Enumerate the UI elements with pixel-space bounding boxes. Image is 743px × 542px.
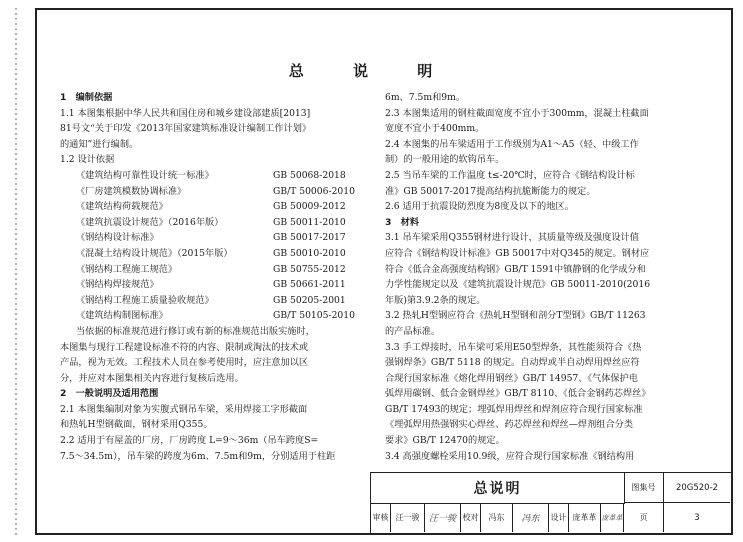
standard-code: GB 50010-2010 bbox=[273, 247, 346, 259]
sheet-name: 总说明 bbox=[371, 473, 625, 504]
designer-signature: 庞革革 bbox=[601, 503, 624, 532]
standard-row bbox=[60, 308, 368, 324]
standard-code: GB/T 50006-2010 bbox=[273, 185, 355, 197]
para-1-1-line: 1.1 本图集根据中华人民共和国住房和城乡建设部建质[2013] bbox=[60, 107, 311, 119]
para-2-3-line: 宽度不宜小于400mm。 bbox=[385, 123, 485, 135]
para-2-6: 2.6 适用于抗震设防烈度为8度及以下的地区。 bbox=[385, 201, 574, 213]
standard-code: GB 50755-2012 bbox=[273, 263, 346, 275]
para-3-1-line: 符合《低合金高强度结构钢》GB/T 1591中镇静钢的化学成分和 bbox=[385, 263, 646, 275]
para-1-1-line: 的通知”进行编制。 bbox=[60, 138, 139, 150]
para-1-1-line: 81号文“关于印发《2013年国家建筑标准设计编制工作计划》 bbox=[60, 123, 312, 135]
subheading-1-2: 1.2 设计依据 bbox=[60, 154, 115, 166]
standard-name: 《厂房建筑模数协调标准》 bbox=[76, 185, 187, 197]
para-3-1-line: 力学性能规定以及《建筑抗震设计规范》GB 50011-2010(2016 bbox=[385, 279, 651, 291]
checker-signature: 冯东 bbox=[513, 503, 549, 532]
standard-code: GB 50017-2017 bbox=[273, 232, 346, 244]
para-3-1-line: 应符合《钢结构设计标准》GB 50017中对Q345的规定。钢材应 bbox=[385, 247, 650, 259]
para-3-3-line: 《埋弧焊用热强钢实心焊丝、药芯焊丝和焊丝—焊剂组合分类 bbox=[385, 419, 634, 431]
para-3-3-line: 3.3 手工焊接时，吊车梁可采用E50型焊条，其性能须符合《热 bbox=[385, 341, 642, 353]
para-3-3-line: 要求》GB/T 12470的规定。 bbox=[385, 435, 505, 447]
binding-margin-marks bbox=[2, 8, 30, 535]
note-line: 产品，视为无效。工程技术人员在参考使用时，应注意加以区 bbox=[60, 357, 309, 369]
standard-code: GB/T 50105-2010 bbox=[273, 310, 355, 322]
standards-list bbox=[60, 168, 368, 324]
atlas-number: 20G520-2 bbox=[664, 473, 730, 503]
note-line: 分，并应对本图集相关内容进行复核后选用。 bbox=[60, 372, 244, 384]
reviewer-signature: 汪一骏 bbox=[425, 503, 461, 532]
para-2-2-line: 7.5～34.5m），吊车梁的跨度为6m、7.5m和9m，分别适用于柱距 bbox=[60, 450, 336, 462]
page-label: 页 bbox=[624, 503, 664, 532]
page-number: 3 bbox=[694, 512, 700, 523]
para-2-4-line: 制）的一般用途的软钩吊车。 bbox=[385, 154, 505, 166]
standard-row bbox=[60, 230, 368, 246]
section-heading-1: 1 编制依据 bbox=[60, 92, 113, 103]
standard-code: GB 50205-2001 bbox=[273, 294, 346, 306]
standard-name: 《建筑结构荷载规范》 bbox=[76, 201, 168, 213]
para-2-2-line: 6m、7.5m和9m。 bbox=[385, 92, 466, 103]
right-text-column bbox=[385, 90, 703, 464]
standard-row bbox=[60, 199, 368, 215]
standard-name: 《钢结构设计标准》 bbox=[76, 232, 159, 244]
note-line: 本图集与现行工程建设标准不符的内容、限制或淘汰的技术或 bbox=[60, 341, 309, 353]
check-label: 校对 bbox=[461, 503, 481, 532]
standard-code: GB 50068-2018 bbox=[273, 169, 346, 181]
para-3-3-line: GB/T 17493的规定；埋弧焊用焊丝和焊剂应符合现行国家标准 bbox=[385, 403, 643, 415]
reviewer-name: 汪一骏 bbox=[391, 503, 425, 532]
standard-row bbox=[60, 277, 368, 293]
atlas-label: 图集号 bbox=[624, 473, 664, 503]
standard-name: 《钢结构焊接规范》 bbox=[76, 279, 159, 291]
design-label: 设计 bbox=[549, 503, 569, 532]
para-2-1-line: 和热轧H型钢截面，钢材采用Q355。 bbox=[60, 419, 213, 431]
standard-name: 《建筑抗震设计规范》（2016年版） bbox=[76, 216, 224, 228]
checker-name: 冯东 bbox=[481, 503, 513, 532]
para-3-4-line: 3.4 高强度螺栓采用10.9级，应符合现行国家标准《钢结构用 bbox=[385, 450, 635, 462]
standard-row bbox=[60, 215, 368, 231]
standard-code: GB 50661-2011 bbox=[273, 279, 346, 291]
standard-row bbox=[60, 293, 368, 309]
para-2-5-line: 准》GB 50017-2017提高结构抗脆断能力的规定。 bbox=[385, 185, 596, 197]
standard-row bbox=[60, 184, 368, 200]
para-2-4-line: 2.4 本图集的吊车梁适用于工作级别为A1～A5（轻、中级工作 bbox=[385, 138, 639, 150]
standard-name: 《钢结构工程施工规范》 bbox=[76, 263, 178, 275]
standard-row bbox=[60, 168, 368, 184]
review-label: 审核 bbox=[371, 503, 391, 532]
standard-row bbox=[60, 262, 368, 278]
page-title: 总 说 明 bbox=[288, 62, 455, 80]
standard-row bbox=[60, 246, 368, 262]
standard-name: 《建筑结构制图标准》 bbox=[76, 310, 168, 322]
para-3-2-line: 的产品标准。 bbox=[385, 325, 441, 337]
section-heading-3: 3 材料 bbox=[385, 216, 419, 228]
left-text-column bbox=[60, 90, 368, 464]
para-3-3-line: 弧焊用碳钢、低合金钢焊丝》GB/T 8110、《低合金钢药芯焊丝》 bbox=[385, 388, 651, 400]
section-heading-2: 2 一般说明及适用范围 bbox=[60, 388, 159, 400]
para-2-2-line: 2.2 适用于有屋盖的厂房，厂房跨度 L=9～36m（吊车跨度S= bbox=[60, 435, 319, 447]
para-2-5-line: 2.5 当吊车梁的工作温度 t≤-20℃时，应符合《钢结构设计标 bbox=[385, 169, 635, 181]
standard-code: GB 50009-2012 bbox=[273, 201, 346, 213]
para-3-1-line: 年版)第3.9.2条的规定。 bbox=[385, 294, 486, 306]
note-line: 当依据的标准规范进行修订或有新的标准规范出版实施时， bbox=[76, 325, 315, 337]
para-3-1-line: 3.1 吊车梁采用Q355钢材进行设计，其质量等级及强度设计值 bbox=[385, 232, 639, 244]
para-3-3-line: 合现行国家标准《熔化焊用钢丝》GB/T 14957、《气体保护电 bbox=[385, 372, 638, 384]
standard-name: 《建筑结构可靠性设计统一标准》 bbox=[76, 169, 214, 181]
para-3-2-line: 3.2 热轧H型钢应符合《热轧H型钢和剖分T型钢》GB/T 11263 bbox=[385, 310, 646, 322]
standard-code: GB 50011-2010 bbox=[273, 216, 346, 228]
para-2-1-line: 2.1 本图集编制对象为实腹式钢吊车梁，采用焊接工字形截面 bbox=[60, 403, 308, 415]
designer-name: 庞革革 bbox=[569, 503, 601, 532]
para-2-3-line: 2.3 本图集适用的钢柱截面宽度不宜小于300mm，混凝土柱截面 bbox=[385, 107, 649, 119]
standard-name: 《钢结构工程施工质量验收规范》 bbox=[76, 294, 214, 306]
title-block bbox=[370, 472, 731, 533]
standard-name: 《混凝土结构设计规范》（2015年版） bbox=[76, 247, 233, 259]
para-3-3-line: 强钢焊条》GB/T 5118 的规定。自动焊或半自动焊用焊丝应符 bbox=[385, 357, 640, 369]
